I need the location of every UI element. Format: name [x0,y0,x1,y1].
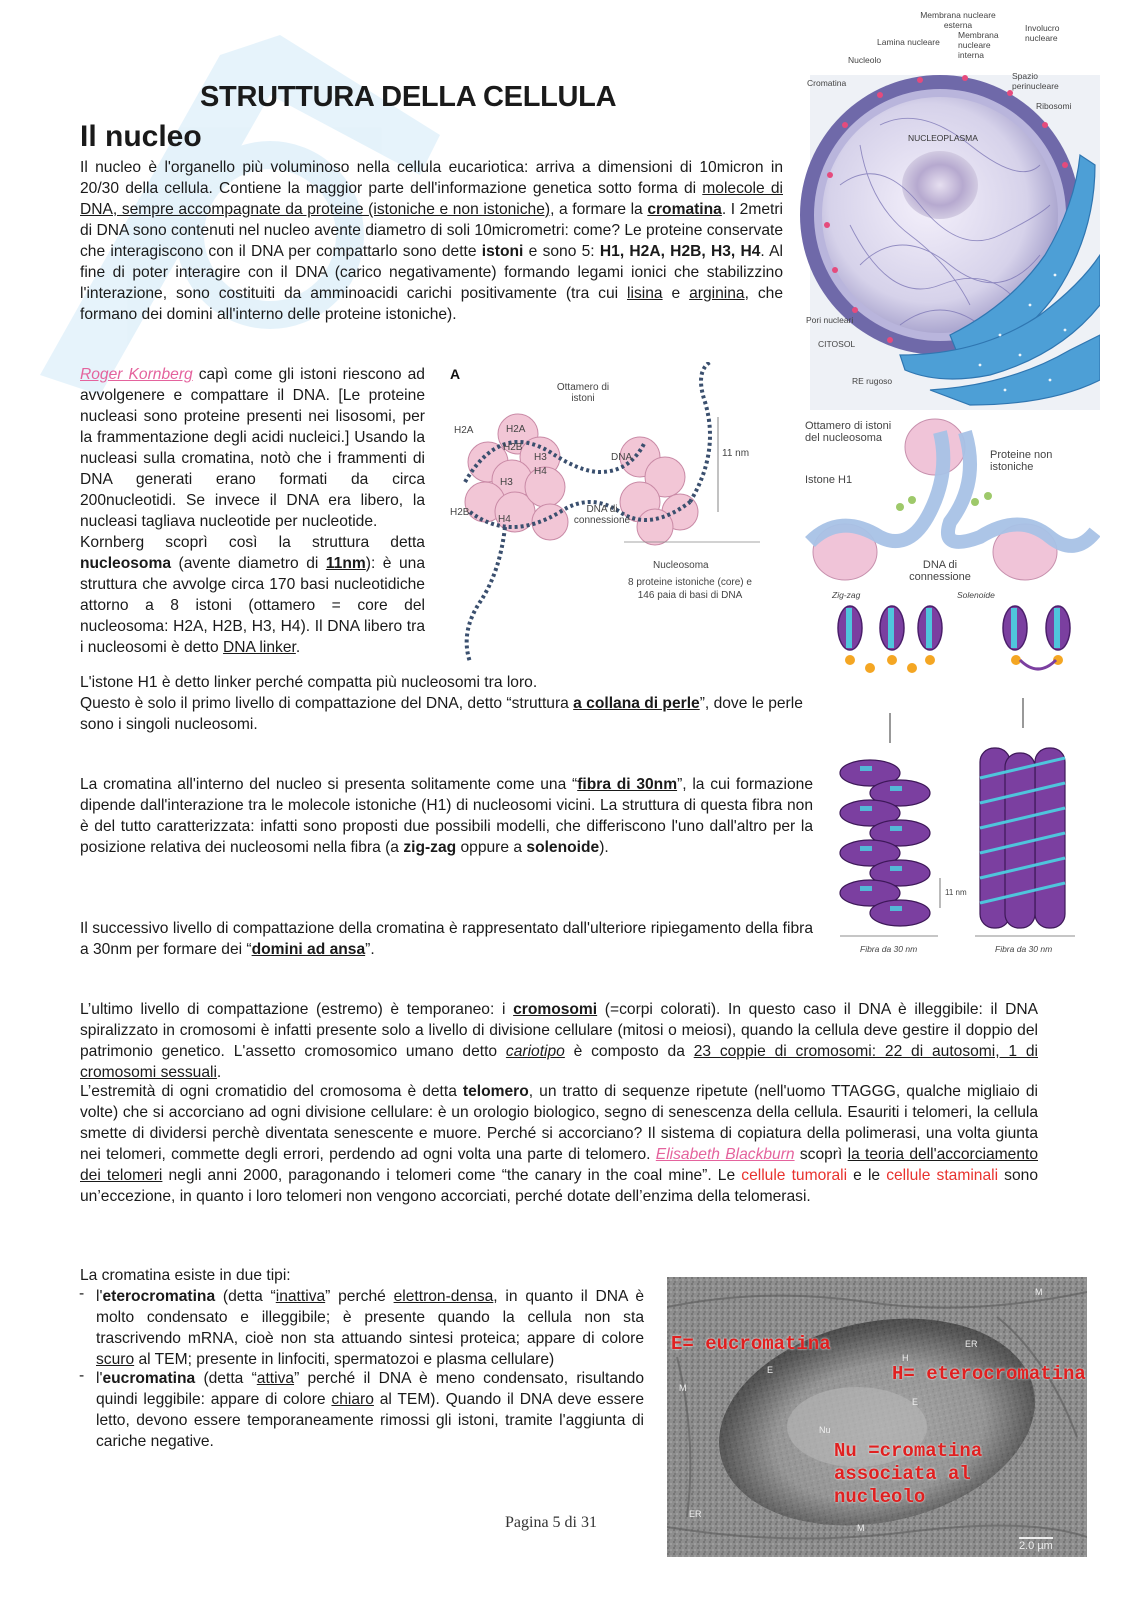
tem-mark-m3: M [857,1523,865,1533]
linker-label-proteine: Proteine non istoniche [990,449,1053,473]
tem-mark-e1: E [767,1365,774,1375]
text: l' [96,1370,103,1387]
term-fibra-30nm: fibra di 30nm [577,776,678,793]
tem-mark-nu: Nu [819,1425,831,1435]
linker-label-dna: DNA di connessione [909,559,971,583]
nucleosome-label-ottamero: Ottamero di istoni [556,382,610,404]
term-eucromatina: eucromatina [102,1370,196,1387]
nucleosome-label-dna-connessione: DNA di connessione [573,504,631,526]
paragraph-fibra-30nm [80,774,813,858]
text: L’estremità di ogni cromatidio del cromosoma è detta [80,1083,463,1100]
figure-nucleosome [440,362,795,662]
nucleus-label-involucro: Involucro nucleare [1025,23,1060,43]
term-domini-ad-ansa: domini ad ansa [251,941,366,958]
text: sono un’eccezione, in quanto i loro telomeri non vengono accorciati, perché dotate dell’enzima della telomerasi. [80,1167,1038,1205]
page-number: Pagina 5 di 31 [505,1514,597,1531]
figure-nucleus [800,5,1100,410]
fiber-label-11nm: 11 nm [945,888,967,897]
term-eterocromatina: eterocromatina [102,1288,216,1305]
text: e sono 5: [523,243,600,260]
cromatina-list-item-eterocromatina [79,1285,644,1370]
text: è composto da [564,1043,694,1060]
term-elettron-densa: elettron-densa [393,1288,494,1305]
text: negli anni 2000, paragonando i telomeri come “the canary in the coal mine”. Le [162,1167,742,1184]
tem-label-eterocromatina: H= eterocromatina [892,1363,1086,1385]
nucleus-label-nucleoplasma: NUCLEOPLASMA [908,133,978,143]
nucleus-label-cromatina: Cromatina [807,78,847,88]
nucleus-illustration [800,5,1100,410]
text: La cromatina all'interno del nucleo si presenta solitamente come una “ [80,776,578,793]
text: ”, dove le perle sono i singoli nucleosomi. [80,695,803,733]
term-11nm: 11nm [325,555,366,572]
nucleus-label-membrana-interna: Membrana nucleare interna [958,30,999,60]
nucleosome-label-h3b: H3 [500,477,513,488]
text: . Al fine di poter interagire con il DNA (carico negativamente) formando legami ionici che stabilizzino l'interazione, sono costituiti da amminoacidi carichi positivamente (tra cui [80,243,784,302]
nucleosome-label-h4: H4 [534,466,547,477]
figure-histone-h1 [800,412,1100,592]
figure-tem-micrograph [667,1277,1087,1557]
text: ” perché il DNA è meno condensato, risultando quindi leggibile: appare di colore [96,1370,645,1408]
nucleus-label-nucleolo: Nucleolo [848,55,882,65]
text: L’ultimo livello di compattazione (estremo) è temporaneo: i [80,1001,514,1018]
tem-mark-m2: M [679,1383,687,1393]
text: . I 2metri di DNA sono contenuti nel nucleo avente diametro di soli 10micrometri: come? Le proteine conservate che interagiscono con il DNA per compattarlo sono dette [80,201,784,260]
nucleosome-label-h2b-left: H2B [450,507,470,518]
text: ”, la cui formazione dipende dall'interazione tra le molecole istoniche (H1) di nucleosomi vicini. La struttura di questa fibra non è del tutto caratterizzata: infatti sono proposti due possibili modelli, che differiscono l'uno dall'altro per la posizione relativa dei nucleosomi nella fibra (a [80,776,813,856]
tem-mark-e2: E [912,1397,919,1407]
text: ” perché [325,1288,394,1305]
term-nucleosoma: nucleosoma [80,555,171,572]
nucleus-label-lamina: Lamina nucleare [877,37,940,47]
nucleus-label-ribosomi: Ribosomi [1036,101,1072,111]
fiber-label-zigzag: Zig-zag [832,590,861,600]
text: (=corpi colorati). In questo caso il DNA è illeggibile: il DNA spiralizzato in cromosomi è infatti presente solo a livello di divisione cellulare (mitosi o meiosi), quando la cellula deve gestire il doppio del patrimonio genetico. L'assetto cromosomico umano detto [80,1001,1038,1060]
nucleus-label-spazio: Spazio perinucleare [1012,71,1059,91]
paragraph-kornberg [80,364,425,658]
bullet-dash: - [79,1285,85,1302]
cromatina-intro: La cromatina esiste in due tipi: [80,1267,291,1284]
text: ). [599,839,609,856]
text: al TEM; presente in linfociti, spermatozoi e plasma cellulare) [134,1351,555,1368]
term-attiva: attiva [256,1370,295,1387]
text: . [295,639,301,656]
nucleus-label-pori: Pori nucleari [806,315,854,325]
tem-mark-h: H [902,1353,909,1363]
text: ): è una struttura che avvolge circa 170 basi nucleotidiche attorno a 8 istoni (ottamero = core del nucleosoma: H2A, H2B, H3, H4). Il DNA libero tra i nucleosomi è detto [80,555,425,656]
term-lisina: lisina [627,285,663,302]
tem-label-eucromatina: E= eucromatina [671,1333,831,1355]
text: l' [96,1288,103,1305]
text: e le [847,1167,887,1184]
section-heading: Il nucleo [80,120,202,153]
fiber-label-right: Fibra da 30 nm [995,944,1053,954]
term-23-coppie: 23 coppie di cromosomi: 22 di autosomi, 1 di cromosomi sessuali [80,1043,1038,1081]
nucleosome-label-dna: DNA [611,452,633,463]
nucleosome-label-nucleosoma: Nucleosoma [653,560,709,571]
term-dna-linker: DNA linker [223,639,296,656]
nucleosome-letter-a: A [450,366,461,382]
nucleosome-label-11nm: 11 nm [722,448,750,459]
text: , a formare la [550,201,648,218]
cromatina-list-item-eucromatina [79,1367,645,1452]
nucleosome-label-h2a-left: H2A [454,425,474,436]
text: (detta “ [195,1370,257,1387]
nucleosome-label-h4b: H4 [498,514,511,525]
term-inattiva: inattiva [275,1288,326,1305]
term-cromatina: cromatina [647,201,722,218]
term-istoni: istoni [481,243,524,260]
text: scoprì [794,1146,848,1163]
linker-label-ottamero: Ottamero di istoni del nucleosoma [805,420,892,444]
term-scuro: scuro [96,1351,135,1368]
term-chiaro: chiaro [331,1391,374,1408]
nucleosome-label-h2b: H2B [503,442,523,453]
term-teoria-telomeri: la teoria dell'accorciamento dei telomeri [80,1146,1038,1184]
link-roger-kornberg[interactable]: Roger Kornberg [80,366,193,383]
term-zig-zag: zig-zag [403,839,457,856]
term-cariotipo: cariotipo [505,1043,565,1060]
text: Kornberg scoprì così la struttura detta [80,534,425,551]
text: Questo è solo il primo livello di compattazione del DNA, detto “struttura [80,695,574,712]
tem-mark-m1: M [1035,1287,1043,1297]
tem-label-nucleolo: Nu =cromatina associata al nucleolo [834,1440,983,1508]
tem-mark-er2: ER [689,1509,702,1519]
nucleosome-label-caption: 8 proteine istoniche (core) e 146 paia di basi di DNA [628,577,752,601]
fiber-illustration [820,588,1090,960]
term-cromosomi: cromosomi [513,1001,598,1018]
text: al TEM). Quando il DNA deve essere letto, devono essere temporaneamente rimossi gli istoni, tramite l'aggiunta di cariche negative. [96,1391,645,1450]
text: , un tratto di sequenze ripetute (nell'uomo TTAGGG, qualche migliaio di volte) che si accorciano ad ogni divisione cellulare: è un orologio biologico, segno di senescenza della cellula. Esauriti i telomeri, la cellula smette di dividersi perchè diventata senescente e muore. Perché si accorciano? Il sistema di copiatura della polimerasi, una volta giunta nei telomeri, commette degli errori, perdendo ad ogni volta una parte di telomero. [80,1083,1039,1163]
bullet-dash: - [79,1367,85,1384]
fiber-label-solenoide: Solenoide [957,590,995,600]
term-cellule-staminali: cellule staminali [886,1167,999,1184]
text: ”. [365,941,375,958]
text: (avente diametro di [171,555,326,572]
page-title: STRUTTURA DELLA CELLULA [200,81,617,113]
term-histones: H1, H2A, H2B, H3, H4 [599,243,761,260]
term-collana-di-perle: a collana di perle [573,695,700,712]
term-solenoide: solenoide [526,839,600,856]
fiber-label-left: Fibra da 30 nm [860,944,918,954]
nucleus-label-membrana-esterna: Membrana nucleare esterna [920,10,996,30]
figure-30nm-fiber [820,588,1090,960]
text: . [216,1064,222,1081]
paragraph-telomero [80,1081,1038,1207]
text: capì come gli istoni riescono ad avvolgenere e compattare il DNA. [Le proteine nucleasi sono proteine presenti nei lisosomi, per la frammentazione degli acidi nucleici.] Usando la nucleasi sulla cromatina, notò che i frammenti di DNA generati erano formati da circa 200nucleotidi. Se invece il DNA era libero, la nucleasi tagliava nucleotide per nucleotide. [80,366,425,530]
text: Il successivo livello di compattazione della cromatina è rappresentato dall'ulteriore ripiegamento della fibra a 30nm per formare dei “ [80,920,813,958]
paragraph-h1 [80,672,815,735]
nucleosome-label-h2a: H2A [506,424,526,435]
tem-scale-bar: 2.0 µm [1019,1537,1053,1552]
text: Il nucleo è l'organello più voluminoso nella cellula eucariotica: arriva a dimensioni di 10micron in 20/30 della cellula. Contiene la maggior parte dell'informazione genetica sotto forma di [80,159,783,197]
nucleus-label-re-rugoso: RE rugoso [852,376,893,386]
text: L'istone H1 è detto linker perché compatta più nucleosomi tra loro. [80,674,538,691]
tem-mark-er1: ER [965,1339,978,1349]
term-cellule-tumorali: cellule tumorali [741,1167,848,1184]
linker-label-h1: Istone H1 [805,474,853,486]
link-elisabeth-blackburn[interactable]: Elisabeth Blackburn [655,1146,795,1163]
nucleosome-label-h3: H3 [534,452,547,463]
text: (detta “ [215,1288,276,1305]
text: oppure a [456,839,527,856]
term-arginina: arginina [689,285,745,302]
tem-image [667,1277,1087,1557]
paragraph-cromosomi [80,999,1038,1083]
text: e [662,285,690,302]
text: , in quanto il DNA è molto condensato e illeggibile; è presente quando la cellula non sta trascrivendo mRNA, cioè non sta attuando sintesi proteica; appare di colore [96,1288,644,1347]
paragraph-nucleo [80,157,783,325]
text: molecole di DNA, sempre accompagnate da proteine (istoniche e non istoniche) [80,180,783,218]
nucleus-label-citosol: CITOSOL [818,339,856,349]
text: , che formano dei domini all'interno delle proteine istoniche). [80,285,783,323]
term-telomero: telomero [462,1083,529,1100]
paragraph-domini-ansa [80,918,813,960]
